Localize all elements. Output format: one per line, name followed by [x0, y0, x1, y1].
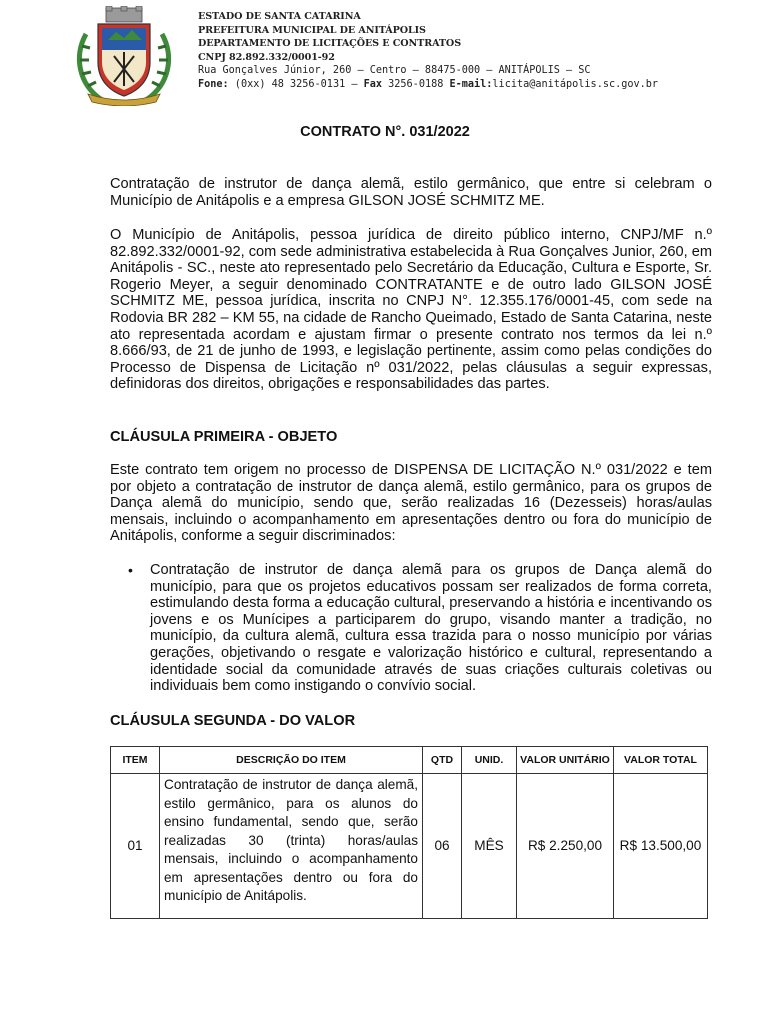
header-state: ESTADO DE SANTA CATARINA: [198, 11, 361, 22]
letterhead: [68, 6, 748, 106]
col-item: ITEM: [111, 747, 160, 774]
cell-qtd: 06: [423, 774, 462, 919]
header-department: DEPARTAMENTO DE LICITAÇÕES E CONTRATOS: [198, 38, 462, 50]
phone-label: Fone:: [198, 78, 229, 90]
email-value: licita@anitápolis.sc.gov.br: [492, 78, 659, 90]
header-cnpj: CNPJ 82.892.332/0001-92: [198, 51, 335, 63]
cell-unit-value: R$ 2.250,00: [517, 774, 614, 919]
fax-label: Fax: [363, 78, 383, 90]
col-unit-value: VALOR UNITÁRIO: [517, 747, 614, 774]
col-unid: UNID.: [462, 747, 517, 774]
table-header-row: [111, 747, 708, 774]
header-contact: [198, 78, 658, 92]
col-description: DESCRIÇÃO DO ITEM: [160, 747, 423, 774]
parties-paragraph: O Município de Anitápolis, pessoa jurídica de direito público interno, CNPJ/MF n.º 82.892.332/0001-92, com sede administrativa estabelecida à Rua Gonçalves Junior, 260, em Anitápolis - SC., neste ato representado pelo Secretário da Educação, Cultura e Esporte, Sr. Rogerio Meyer, a seguir denominado CONTRATANTE e de outro lado GILSON JOSÉ SCHMITZ ME, pessoa jurídica, inscrita no CNPJ N°. 12.355.176/0001-45, com sede na Rodovia BR 282 – KM 55, na cidade de Rancho Queimado, Estado de Santa Catarina, neste ato representada acordam e ajustam firmar o presente contrato nos termos da lei n.º 8.666/93, de 21 de junho de 1993, e legislação pertinente, assim como pelas condições do Processo de Dispensa de Licitação nº 031/2022, pelas cláusulas a seguir expressas, definidoras dos direitos, obrigações e responsabilidades das partes.: [110, 227, 712, 393]
header-prefecture: PREFEITURA MUNICIPAL DE ANITÁPOLIS: [198, 24, 426, 36]
header-address: Rua Gonçalves Júnior, 260 – Centro – 88475-000 – ANITÁPOLIS – SC: [198, 65, 591, 77]
value-table: [110, 746, 708, 919]
table-row: [111, 774, 708, 919]
cell-unid: MÊS: [462, 774, 517, 919]
contract-title: CONTRATO N°. 031/2022: [300, 124, 470, 140]
cell-item: 01: [111, 774, 160, 919]
cell-total-value: R$ 13.500,00: [614, 774, 708, 919]
cell-description: Contratação de instrutor de dança alemã, estilo germânico, para os alunos do ensino fundamental, sendo que, serão realizadas 30 (trinta) horas/aulas mensais, incluindo o acompanhamento em apresentações dentro ou fora do município de Anitápolis.: [160, 774, 423, 919]
phone-value: (0xx) 48 3256-0131 –: [228, 78, 364, 90]
clause-two-heading: CLÁUSULA SEGUNDA - DO VALOR: [110, 713, 356, 729]
letterhead-text: [198, 10, 658, 92]
clause-one-heading: CLÁUSULA PRIMEIRA - OBJETO: [110, 429, 338, 445]
col-total-value: VALOR TOTAL: [614, 747, 708, 774]
fax-value: 3256-0188: [382, 78, 450, 90]
intro-paragraph: Contratação de instrutor de dança alemã, estilo germânico, que entre si celebram o Município de Anitápolis e a empresa GILSON JOSÉ SCHMITZ ME.: [110, 176, 712, 209]
col-qtd: QTD: [423, 747, 462, 774]
bullet-text: Contratação de instrutor de dança alemã para os grupos de Dança alemã do município, para que os projetos educativos possam ser realizados de forma correta, estimulando desta forma a educação cultural, preservando a história e incentivando os jovens e os Munícipes a participarem do grupo, visando manter a tradição, no município, da cultura alemã, cultura essa trazida para o nosso município por várias gerações, objetivando o resgate e valorização histórico e cultural, representando a identidade social da comunidade através de suas criações culturais coletivas ou individuais bem como instigando o convívio social.: [150, 562, 712, 695]
clause-one-text: Este contrato tem origem no processo de DISPENSA DE LICITAÇÃO N.º 031/2022 e tem por objeto a contratação de instrutor de dança alemã, estilo germânico, para os grupos de Dança alemã do município, sendo que, serão realizadas 16 (Dezesseis) horas/aulas mensais, incluindo o acompanhamento em apresentações dentro ou fora do município de Anitápolis, conforme a seguir discriminados:: [110, 462, 712, 545]
bullet-symbol: •: [128, 562, 133, 578]
email-label: E-mail:: [449, 78, 493, 90]
municipal-coat-of-arms-icon: [68, 6, 180, 106]
